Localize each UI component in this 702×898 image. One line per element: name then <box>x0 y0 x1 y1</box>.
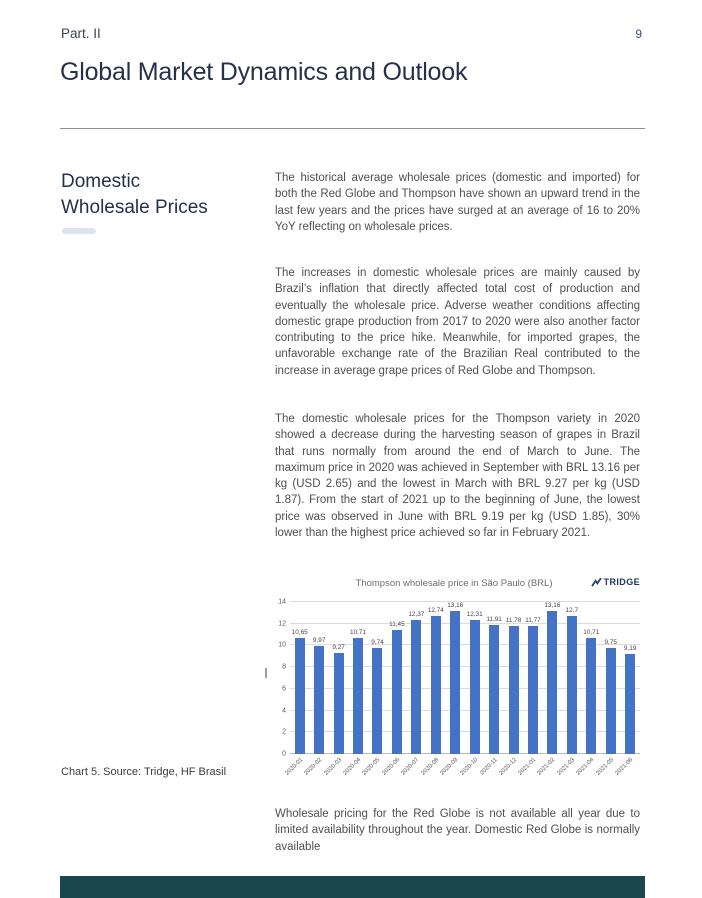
bar-slot <box>426 602 445 754</box>
bar <box>450 611 460 754</box>
y-axis-tick-label: 14 <box>278 598 286 606</box>
bar-value-label: 13,16 <box>544 602 561 610</box>
bar <box>372 648 382 754</box>
x-axis-tick-label: 2021-04 <box>575 757 596 777</box>
bar-value-label: 11,45 <box>389 620 405 628</box>
part-label: Part. II <box>61 26 101 41</box>
bar-value-label: 13,16 <box>447 602 464 610</box>
page-number: 9 <box>635 27 642 41</box>
bar-value-label: 10,71 <box>350 628 367 636</box>
section-heading-line1: Domestic <box>61 171 141 192</box>
y-axis-tick-label: 12 <box>278 620 286 628</box>
bar-value-label: 12,37 <box>408 610 425 618</box>
bar-slot <box>465 602 484 754</box>
bar <box>586 638 596 754</box>
bar-value-label: 10,71 <box>583 628 600 636</box>
bar-slot <box>329 602 348 754</box>
bar-value-label: 11,78 <box>505 617 522 625</box>
bar-value-label: 9,74 <box>371 639 384 647</box>
chart <box>268 576 640 790</box>
y-axis-tick-label: 2 <box>282 728 286 736</box>
bar-value-label: 12,7 <box>565 607 579 615</box>
chart-title: Thompson wholesale price in São Paulo (BRL) <box>355 578 553 589</box>
section-heading-rule <box>62 228 96 234</box>
section-heading-line2: Wholesale Prices <box>61 197 208 218</box>
chart-caption: Chart 5. Source: Tridge, HF Brasil <box>61 766 227 778</box>
bars-row <box>290 602 640 754</box>
bar-slot <box>543 602 562 754</box>
bar <box>606 648 616 754</box>
bar-slot <box>368 602 387 754</box>
tridge-logo <box>591 577 640 587</box>
x-axis-tick-label: 2021-03 <box>556 757 577 777</box>
x-axis-slot <box>614 754 639 790</box>
bar <box>431 616 441 754</box>
bar-slot <box>620 602 639 754</box>
bar-slot <box>348 602 367 754</box>
paragraph-3: The domestic wholesale prices for the Thompson variety in 2020 showed a decrease during the harvesting season of grapes in Brazil that runs normally from around the end of March to June. The maximum price in 2020 was achieved in September with BRL 13.16 per kg (USD 2.65) and the lowest in March with BRL 9.27 per kg (USD 1.87). From the start of 2021 up to the beginning of June, the lowest price was observed in June with BRL 9.19 per kg (USD 1.85), 30% lower than the highest price achieved so far in February 2021. <box>275 413 640 540</box>
x-axis-tick-label: 2021-01 <box>517 757 538 777</box>
section-heading <box>61 169 208 221</box>
x-axis-tick-label: 2020-02 <box>303 757 324 777</box>
bar-value-label: 12,31 <box>466 611 483 619</box>
bar <box>470 620 480 754</box>
bar <box>392 630 402 754</box>
bar-slot <box>504 602 523 754</box>
bar <box>334 653 344 754</box>
x-axis-tick-label: 2020-10 <box>459 757 479 777</box>
bar-slot <box>387 602 406 754</box>
x-axis-tick-label: 2020-09 <box>439 757 460 777</box>
paragraph-2: The increases in domestic wholesale prices are mainly caused by Brazil’s inflation that directly affected total cost of production and eventually the wholesale price. Adverse weather conditions affecting domestic grape production from 2017 to 2020 were also another factor contributing to the price hike. Meanwhile, for imported grapes, the unfavorable exchange rate of the Brazilian Real contributed to the increase in average grape prices of Red Globe and Thompson. <box>275 267 640 377</box>
x-axis-tick-label: 2020-12 <box>497 757 518 777</box>
bar <box>314 646 324 754</box>
bar <box>567 616 577 754</box>
bar <box>528 626 538 754</box>
tridge-logo-icon <box>591 578 602 587</box>
bar <box>489 625 499 754</box>
bar-value-label: 10,65 <box>291 629 308 637</box>
x-axis-tick-label: 2021-05 <box>595 757 615 777</box>
y-axis-tick-label: 8 <box>282 663 286 671</box>
paragraph-1: The historical average wholesale prices (domestic and imported) for both the Red Globe and Thompson have shown an upward trend in the last few years and the prices have surged at an average of 16 to 20% YoY reflecting on wholesale prices. <box>275 172 640 233</box>
tridge-logo-text: TRIDGE <box>603 577 640 587</box>
y-axis-tick-label: 4 <box>282 707 286 715</box>
bar-value-label: 9,75 <box>604 639 617 647</box>
bar <box>509 626 519 754</box>
header-divider <box>60 128 645 129</box>
x-axis-tick-label: 2020-05 <box>361 757 382 777</box>
footer-bar <box>60 876 645 898</box>
bar-slot <box>309 602 328 754</box>
bar-value-label: 9,27 <box>332 644 345 652</box>
x-axis-tick-label: 2020-11 <box>478 757 499 777</box>
page-title: Global Market Dynamics and Outlook <box>60 58 468 86</box>
x-axis-tick-label: 2021-02 <box>536 757 557 777</box>
bar <box>625 654 635 754</box>
x-axis-tick-label: 2021-06 <box>614 757 635 777</box>
bar-value-label: 9,19 <box>623 645 637 653</box>
chart-header <box>268 576 640 596</box>
x-axis-tick-label: 2020-08 <box>420 757 441 777</box>
x-axis-tick-label: 2020-06 <box>381 757 402 777</box>
bar <box>411 620 421 754</box>
paragraph-4: Wholesale pricing for the Red Globe is not available all year due to limited availability throughout the year. Domestic Red Globe is normally available <box>275 808 640 853</box>
y-axis-mark <box>265 668 267 678</box>
bar-slot <box>582 602 601 754</box>
x-axis-tick-label: 2020-03 <box>323 757 343 777</box>
chart-plot <box>278 598 640 758</box>
y-axis-tick-label: 0 <box>282 750 286 758</box>
bar-slot <box>484 602 503 754</box>
x-axis-labels <box>284 754 640 790</box>
bar <box>353 638 363 754</box>
bar-value-label: 11,77 <box>525 617 541 625</box>
bar <box>547 611 557 754</box>
x-axis-tick-label: 2020-01 <box>284 757 304 777</box>
bar-slot <box>601 602 620 754</box>
y-axis-tick-label: 6 <box>282 685 286 693</box>
x-axis-tick-label: 2020-04 <box>342 757 363 777</box>
bar-slot <box>523 602 542 754</box>
bar-slot <box>407 602 426 754</box>
bar-value-label: 9,97 <box>312 636 326 644</box>
bar-slot <box>446 602 465 754</box>
y-axis-tick-label: 10 <box>278 641 286 649</box>
bar <box>295 638 305 754</box>
bar-value-label: 12,74 <box>427 606 444 614</box>
x-axis-tick-label: 2020-07 <box>400 757 421 777</box>
bar-slot <box>290 602 309 754</box>
bar-slot <box>562 602 581 754</box>
bar-value-label: 11,91 <box>486 615 502 623</box>
